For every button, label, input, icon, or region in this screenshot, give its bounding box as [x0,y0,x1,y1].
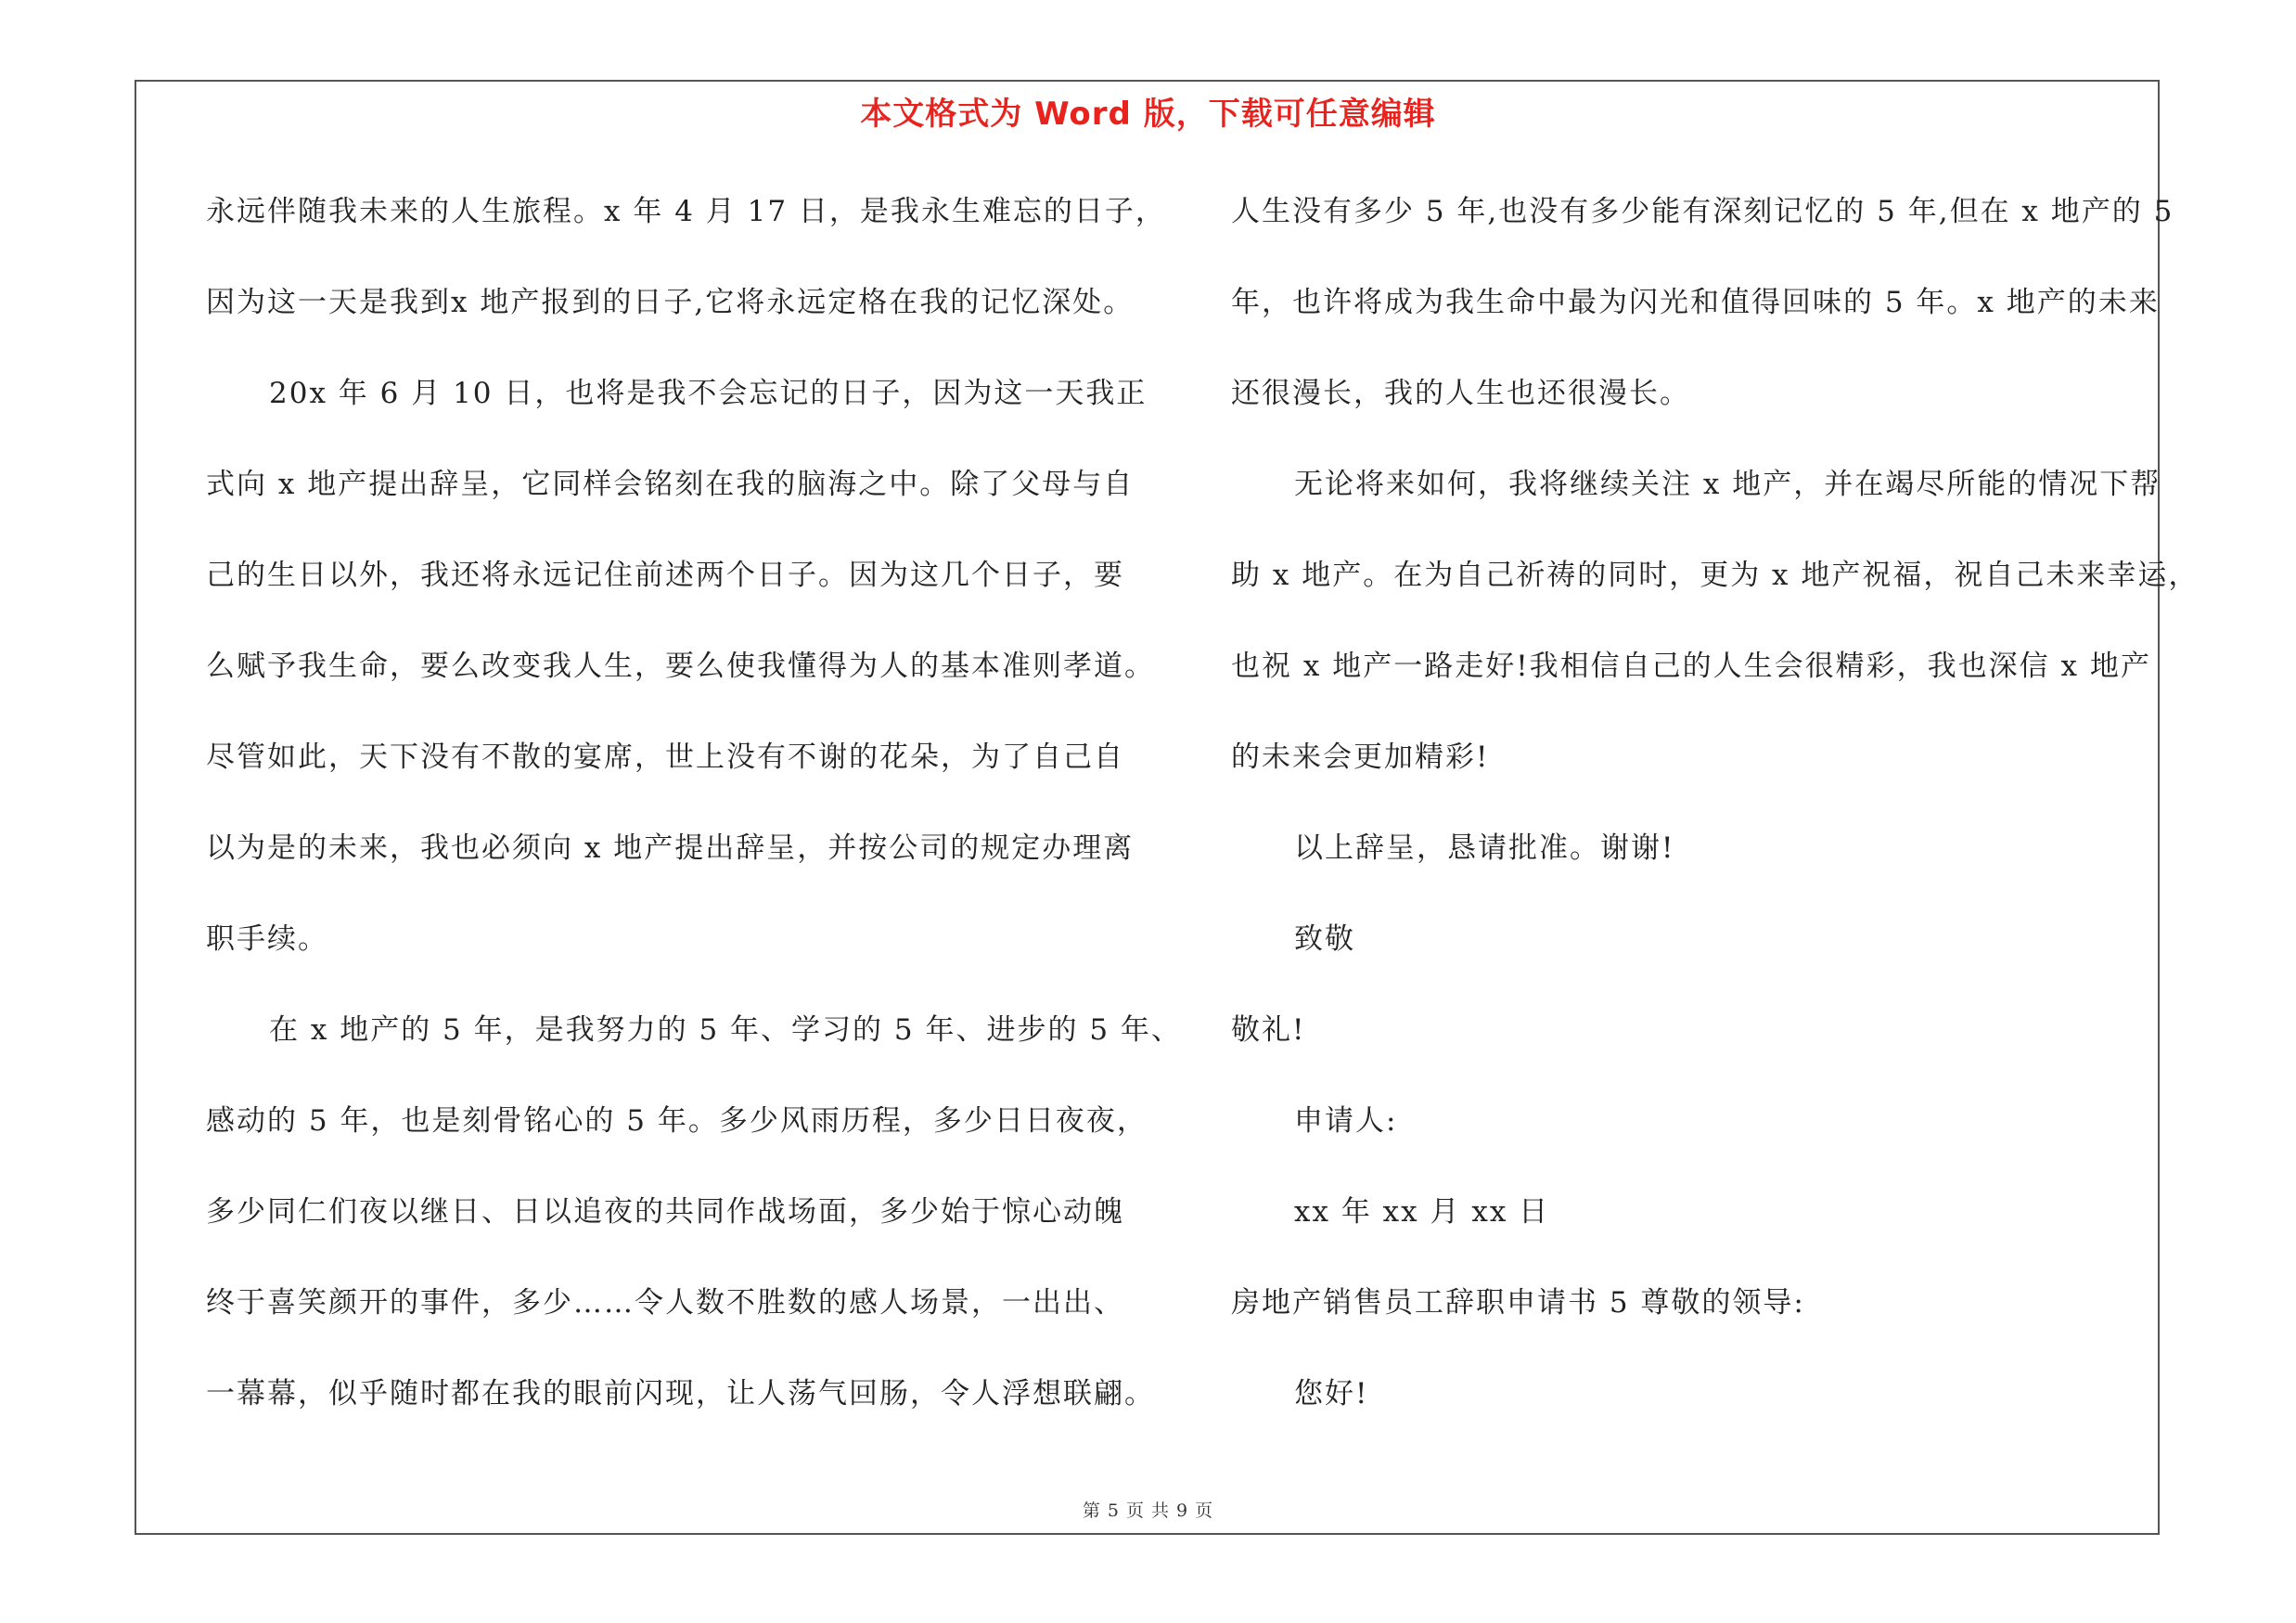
text-line: 您好! [1294,1377,1369,1410]
text-line: 终于喜笑颜开的事件，多少……令人数不胜数的感人场景，一出出、 [206,1286,1124,1320]
text-line: 一幕幕，似乎随时都在我的眼前闪现，让人荡气回肠，令人浮想联翩。 [206,1377,1155,1410]
page-number: 第 5 页 共 9 页 [1082,1501,1214,1521]
text-line: xx 年 xx 月 xx 日 [1294,1195,1550,1229]
text-line: 因为这一天是我到x 地产报到的日子,它将永远定格在我的记忆深处。 [206,286,1135,319]
text-line: 以上辞呈，恳请批准。谢谢! [1294,831,1675,865]
left-column [206,184,1182,1457]
text-line: 永远伴随我未来的人生旅程。x 年 4 月 17 日，是我永生难忘的日子， [206,195,1166,228]
text-line: 还很漫长，我的人生也还很漫长。 [1231,377,1690,410]
text-line: 在 x 地产的 5 年，是我努力的 5 年、学习的 5 年、进步的 5 年、 [269,1013,1182,1047]
text-line: 敬礼! [1231,1013,1306,1047]
text-line: 20x 年 6 月 10 日，也将是我不会忘记的日子，因为这一天我正 [269,377,1148,410]
header-banner: 本文格式为 Word 版，下载可任意编辑 [860,96,1436,133]
text-line: 的未来会更加精彩! [1231,741,1490,774]
text-line: 己的生日以外，我还将永远记住前述两个日子。因为这几个日子，要 [206,559,1124,592]
text-line: 房地产销售员工辞职申请书 5 尊敬的领导: [1231,1286,1805,1320]
text-line: 人生没有多少 5 年,也没有多少能有深刻记忆的 5 年,但在 x 地产的 5 [1231,195,2174,228]
text-line: 式向 x 地产提出辞呈，它同样会铭刻在我的脑海之中。除了父母与自 [206,468,1135,501]
text-line: 申请人: [1294,1104,1398,1138]
text-line: 致敬 [1294,922,1355,956]
text-line: 年，也许将成为我生命中最为闪光和值得回味的 5 年。x 地产的未来 [1231,286,2160,319]
text-line: 职手续。 [206,922,328,956]
text-line: 多少同仁们夜以继日、日以追夜的共同作战场面，多少始于惊心动魄 [206,1195,1124,1229]
text-line: 助 x 地产。在为自己祈祷的同时，更为 x 地产祝福，祝自己未来幸运， [1231,559,2200,592]
text-line: 么赋予我生命，要么改变我人生，要么使我懂得为人的基本准则孝道。 [206,650,1155,683]
text-line: 无论将来如何，我将继续关注 x 地产，并在竭尽所能的情况下帮 [1294,468,2161,501]
text-line: 感动的 5 年，也是刻骨铭心的 5 年。多少风雨历程，多少日日夜夜， [206,1104,1148,1138]
text-line: 也祝 x 地产一路走好!我相信自己的人生会很精彩，我也深信 x 地产 [1231,650,2151,683]
text-line: 以为是的未来，我也必须向 x 地产提出辞呈，并按公司的规定办理离 [206,831,1135,865]
text-line: 尽管如此，天下没有不散的宴席，世上没有不谢的花朵，为了自己自 [206,741,1124,774]
right-column [1231,184,2200,1457]
